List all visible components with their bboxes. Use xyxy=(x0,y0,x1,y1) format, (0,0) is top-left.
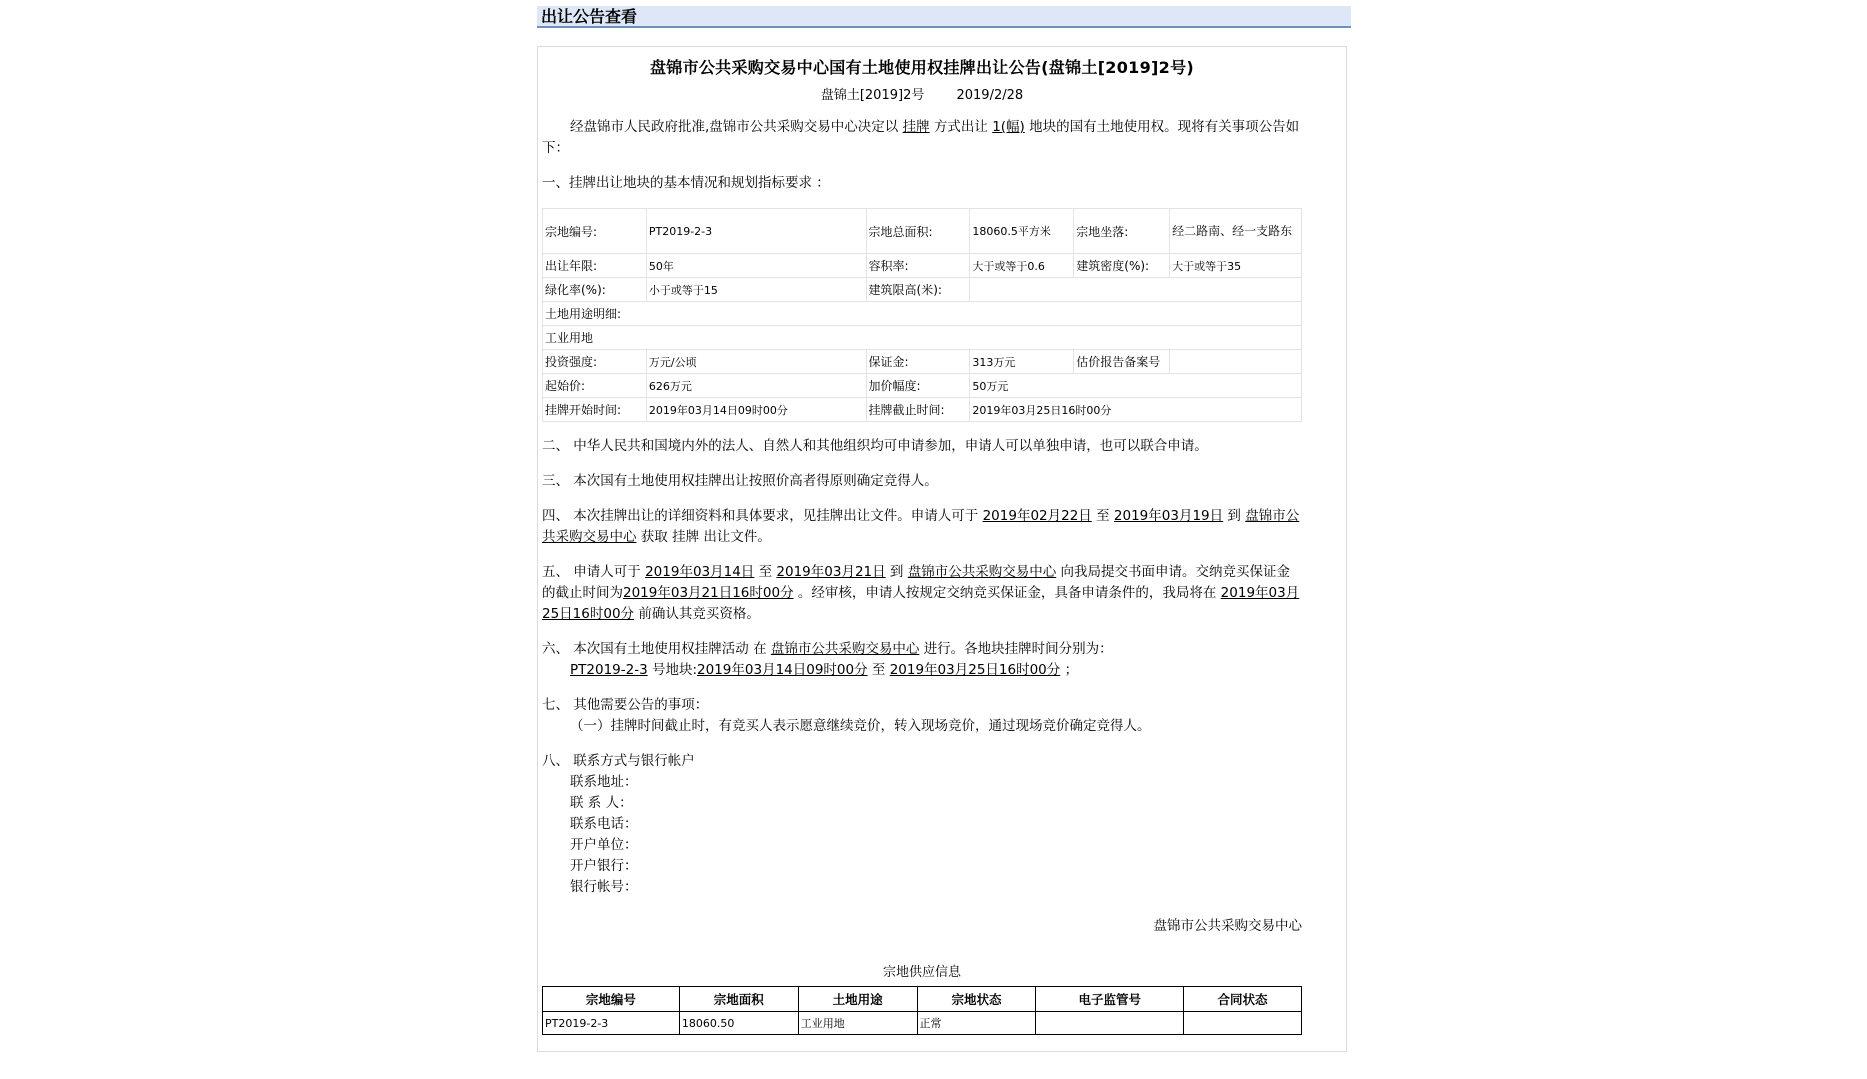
bank-account-no: 银行帐号： xyxy=(570,879,638,895)
s4-organization: 盘锦市公共采购交易中心 xyxy=(542,508,1300,545)
s5-text-a: 五、 申请人可于 xyxy=(542,564,641,580)
s5-text-b: 至 xyxy=(758,564,773,580)
document-subtitle xyxy=(542,84,1302,103)
table-row xyxy=(543,374,1302,398)
section2: 二、 中华人民共和国境内外的法人、自然人和其他组织均可申请参加，申请人可以单独申请，也可以联合申请。 xyxy=(542,438,1208,454)
parcel-no-value: PT2019-2-3 xyxy=(646,209,866,254)
intro-method: 挂牌 xyxy=(902,119,930,135)
s6-text-a: 六、 本次国有土地使用权挂牌活动 在 xyxy=(542,641,767,657)
green-rate-label: 绿化率(%): xyxy=(543,278,647,302)
intro-paragraph xyxy=(542,117,1302,159)
col-header-supervision-no: 电子监管号 xyxy=(1036,987,1184,1012)
col-header-area: 宗地面积 xyxy=(679,987,798,1012)
account-unit: 开户单位： xyxy=(570,837,638,853)
appraisal-record-label: 估价报告备案号 xyxy=(1074,350,1170,374)
appraisal-record-value xyxy=(1170,350,1302,374)
section6-schedule xyxy=(542,660,1302,681)
s6-organization: 盘锦市公共采购交易中心 xyxy=(770,641,920,657)
s6-end-time: 2019年03月25日16时00分 xyxy=(889,662,1061,678)
col-header-status: 宗地状态 xyxy=(917,987,1036,1012)
s4-date-start: 2019年02月22日 xyxy=(982,508,1092,524)
contact-person: 联 系 人： xyxy=(570,795,633,811)
s4-text-b: 至 xyxy=(1096,508,1110,524)
investment-intensity-label: 投资强度: xyxy=(543,350,647,374)
supply-header-row xyxy=(543,987,1302,1012)
table-row xyxy=(543,350,1302,374)
intro-count: 1(幅) xyxy=(992,119,1025,135)
bid-increment-label: 加价幅度: xyxy=(866,374,970,398)
intro-text-a: 经盘锦市人民政府批准,盘锦市公共采购交易中心决定以 xyxy=(570,119,899,135)
s5-organization: 盘锦市公共采购交易中心 xyxy=(907,564,1057,580)
s5-deposit-deadline: 2019年03月21日16时00分 xyxy=(623,585,794,601)
s4-text-c: 到 xyxy=(1227,508,1241,524)
land-use-detail-label: 土地用途明细: xyxy=(543,302,1302,326)
cell-supervision-no xyxy=(1036,1012,1184,1035)
green-rate-value: 小于或等于15 xyxy=(646,278,866,302)
page-header: 出让公告查看 xyxy=(537,6,1351,28)
cell-land-use: 工业用地 xyxy=(798,1012,917,1035)
plot-ratio-value: 大于或等于0.6 xyxy=(970,254,1074,278)
contact-phone: 联系电话： xyxy=(570,816,638,832)
s6-text-d: 至 xyxy=(871,662,886,678)
bank-name: 开户银行： xyxy=(570,858,638,874)
s5-text-c: 到 xyxy=(889,564,904,580)
contact-address: 联系地址： xyxy=(570,774,638,790)
document-title: 盘锦市公共采购交易中心国有土地使用权挂牌出让公告(盘锦土[2019]2号) xyxy=(649,58,1194,77)
table-row xyxy=(543,1012,1302,1035)
intro-text-b: 方式出让 xyxy=(933,119,988,135)
section7-title: 七、 其他需要公告的事项： xyxy=(542,697,709,713)
starting-price-label: 起始价: xyxy=(543,374,647,398)
parcel-info-table xyxy=(542,208,1302,422)
section7-item1: （一）挂牌时间截止时，有竞买人表示愿意继续竞价，转入现场竞价，通过现场竞价确定竞得人。 xyxy=(570,718,1151,734)
table-row xyxy=(543,398,1302,422)
investment-intensity-value: 万元/公顷 xyxy=(646,350,866,374)
supply-info-table xyxy=(542,986,1302,1035)
s5-text-e: 。经审核，申请人按规定交纳竞买保证金，具备申请条件的，我局将在 xyxy=(797,585,1217,601)
height-limit-label: 建筑限高(米): xyxy=(866,278,970,302)
s5-date-end: 2019年03月21日 xyxy=(776,564,886,580)
deposit-label: 保证金: xyxy=(866,350,970,374)
announcement-document xyxy=(537,46,1347,1052)
parcel-no-label: 宗地编号: xyxy=(543,209,647,254)
col-header-land-use: 土地用途 xyxy=(798,987,917,1012)
supply-info-caption: 宗地供应信息 xyxy=(882,965,961,980)
table-row xyxy=(543,302,1302,326)
plot-ratio-label: 容积率: xyxy=(866,254,970,278)
term-value: 50年 xyxy=(646,254,866,278)
intro-text-c: 地块的国有土地使用权。现将有关事项公告如下： xyxy=(542,119,1300,156)
building-density-label: 建筑密度(%): xyxy=(1074,254,1170,278)
s6-text-e: ； xyxy=(1064,662,1079,678)
table-row xyxy=(543,209,1302,254)
s4-text-a: 四、 本次挂牌出让的详细资料和具体要求，见挂牌出让文件。申请人可于 xyxy=(542,508,979,524)
section8-title: 八、 联系方式与银行帐户 xyxy=(542,753,695,769)
s5-date-start: 2019年03月14日 xyxy=(645,564,755,580)
section3: 三、 本次国有土地使用权挂牌出让按照价高者得原则确定竞得人。 xyxy=(542,473,938,489)
cell-parcel-no: PT2019-2-3 xyxy=(543,1012,680,1035)
cell-status: 正常 xyxy=(917,1012,1036,1035)
s5-confirm-time: 2019年03月25日16时00分 xyxy=(542,585,1300,622)
listing-end-label: 挂牌截止时间: xyxy=(866,398,970,422)
section6 xyxy=(542,639,1302,660)
location-label: 宗地坐落: xyxy=(1074,209,1170,254)
s6-text-c: 号地块: xyxy=(651,662,698,678)
starting-price-value: 626万元 xyxy=(646,374,866,398)
s6-start-time: 2019年03月14日09时00分 xyxy=(697,662,868,678)
section1-title: 一、挂牌出让地块的基本情况和规划指标要求 ： xyxy=(542,175,830,191)
listing-start-label: 挂牌开始时间: xyxy=(543,398,647,422)
total-area-label: 宗地总面积: xyxy=(866,209,970,254)
section5 xyxy=(542,562,1302,625)
location-value: 经二路南、经一支路东 xyxy=(1170,209,1302,254)
deposit-value: 313万元 xyxy=(970,350,1074,374)
table-row xyxy=(543,278,1302,302)
cell-area: 18060.50 xyxy=(679,1012,798,1035)
s6-parcel-no: PT2019-2-3 xyxy=(570,662,648,678)
table-row xyxy=(543,254,1302,278)
document-number: 盘锦土[2019]2号 xyxy=(820,88,925,103)
height-limit-value xyxy=(970,278,1302,302)
s6-text-b: 进行。各地块挂牌时间分别为： xyxy=(923,641,1113,657)
s5-text-d: 向我局提交书面申请。交纳竞买保证金的截止时间为 xyxy=(542,564,1291,601)
building-density-value: 大于或等于35 xyxy=(1170,254,1302,278)
land-use-value: 工业用地 xyxy=(543,326,1302,350)
bid-increment-value: 50万元 xyxy=(970,374,1302,398)
document-date: 2019/2/28 xyxy=(956,88,1024,103)
col-header-contract-status: 合同状态 xyxy=(1184,987,1302,1012)
issuer-signature: 盘锦市公共采购交易中心 xyxy=(1153,918,1302,934)
table-row xyxy=(543,326,1302,350)
col-header-parcel-no: 宗地编号 xyxy=(543,987,680,1012)
s4-date-end: 2019年03月19日 xyxy=(1113,508,1224,524)
cell-contract-status xyxy=(1184,1012,1302,1035)
s5-text-f: 前确认其竞买资格。 xyxy=(638,606,760,622)
term-label: 出让年限: xyxy=(543,254,647,278)
s4-text-d: 获取 挂牌 出让文件。 xyxy=(640,529,771,545)
listing-start-value: 2019年03月14日09时00分 xyxy=(646,398,866,422)
listing-end-value: 2019年03月25日16时00分 xyxy=(970,398,1302,422)
section4 xyxy=(542,506,1302,548)
total-area-value: 18060.5平方米 xyxy=(970,209,1074,254)
